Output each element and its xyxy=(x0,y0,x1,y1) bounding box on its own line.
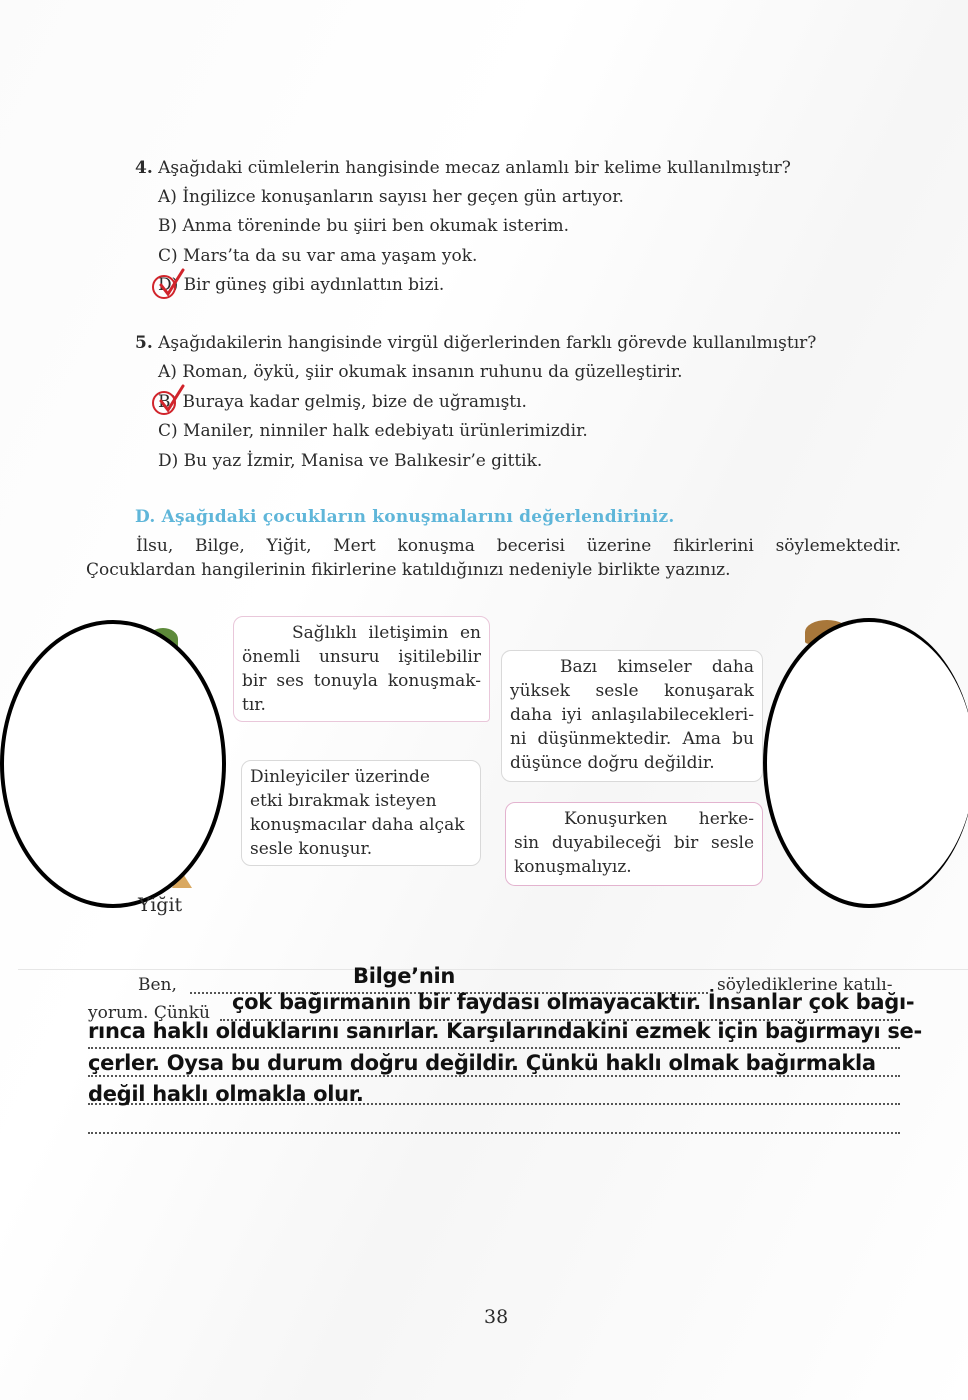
answer-suffix: söylediklerine katılı- xyxy=(717,975,893,995)
speech-bubble-1-line-2: önemli unsuru işitilebilir xyxy=(242,647,481,667)
handwritten-answer-line-1: çok bağırmanın bir faydası olmayacaktır. İnsanlar çok bağı- xyxy=(232,990,915,1014)
question-5-option-a: A) Roman, öykü, şiir okumak insanın ruhunu da güzelleştirir. xyxy=(158,362,683,382)
question-5-option-d: D) Bu yaz İzmir, Manisa ve Balıkesir’e gittik. xyxy=(158,451,543,471)
speech-bubble-4 xyxy=(505,802,763,886)
question-4 xyxy=(135,158,791,178)
dotted-line xyxy=(88,1075,900,1077)
page-number: 38 xyxy=(484,1306,509,1328)
speech-bubble-3-line-3: daha iyi anlaşılabilecekleri- xyxy=(510,705,754,725)
dotted-line xyxy=(88,1047,900,1049)
handwritten-name: Bilge’nin xyxy=(353,964,456,988)
covered-character-oval-right xyxy=(763,618,968,908)
question-4-stem: Aşağıdaki cümlelerin hangisinde mecaz anlamlı bir kelime kullanılmıştır? xyxy=(158,158,791,178)
checkmark-icon xyxy=(158,267,186,301)
section-d-title: D. Aşağıdaki çocukların konuşmalarını değerlendiriniz. xyxy=(135,507,675,527)
speech-bubble-4-line-3: konuşmalıyız. xyxy=(514,857,632,877)
question-5-stem: Aşağıdakilerin hangisinde virgül diğerlerinden farklı görevde kullanılmıştır? xyxy=(158,333,817,353)
question-5-number: 5. xyxy=(135,333,153,353)
answer-area-divider xyxy=(18,969,968,970)
speech-bubble-2-line-2: etki bırakmak isteyen xyxy=(250,791,437,811)
speech-bubble-3-line-4: ni düşünmektedir. Ama bu xyxy=(510,729,754,749)
question-4-option-b: B) Anma töreninde bu şiiri ben okumak isterim. xyxy=(158,216,570,236)
speech-bubble-2-line-3: konuşmacılar daha alçak xyxy=(250,815,465,835)
question-5-option-b xyxy=(158,392,527,412)
speech-bubble-3-line-1: Bazı kimseler daha xyxy=(560,657,754,677)
speech-bubble-2-line-1: Dinleyiciler üzerinde xyxy=(250,767,430,787)
speech-bubble-1 xyxy=(233,616,490,722)
speech-bubble-1-line-4: tır. xyxy=(242,695,266,715)
dotted-line xyxy=(88,1132,900,1134)
checkmark-icon xyxy=(158,383,186,417)
question-4-option-c: C) Mars’ta da su var ama yaşam yok. xyxy=(158,246,478,266)
speech-bubble-2-line-4: sesle konuşur. xyxy=(250,839,373,859)
speech-bubble-1-line-3: bir ses tonuyla konuşmak- xyxy=(242,671,481,691)
question-4-option-a: A) İngilizce konuşanların sayısı her geçen gün artıyor. xyxy=(158,187,624,207)
handwritten-answer-line-4: değil haklı olmakla olur. xyxy=(88,1082,364,1106)
instruction-line-1: İlsu, Bilge, Yiğit, Mert konuşma becerisi üzerine fikirlerini söylemektedir. xyxy=(136,536,901,556)
question-5-option-b-letter: B) xyxy=(158,392,178,412)
speech-bubble-4-line-1: Konuşurken herke- xyxy=(564,809,754,829)
question-4-option-d xyxy=(158,275,444,295)
covered-character-oval-left xyxy=(0,620,226,908)
speech-bubble-1-line-1: Sağlıklı iletişimin en xyxy=(292,623,481,643)
speech-bubble-3 xyxy=(501,650,763,782)
question-5-option-b-text: Buraya kadar gelmiş, bize de uğramıştı. xyxy=(177,392,527,412)
section-d-instructions xyxy=(86,534,901,582)
instruction-line-2: Çocuklardan hangilerinin fikirlerine katıldığınızı nedeniyle birlikte yazınız. xyxy=(86,560,731,580)
question-5 xyxy=(135,333,816,353)
handwritten-answer-line-2: rınca haklı olduklarını sanırlar. Karşılarındakini ezmek için bağırmayı se- xyxy=(88,1019,922,1043)
answer-prefix: Ben, xyxy=(138,975,177,995)
handwritten-answer-line-3: çerler. Oysa bu durum doğru değildir. Çünkü haklı olmak bağırmakla xyxy=(88,1051,876,1075)
character-name-yigit: Yiğit xyxy=(138,894,183,916)
speech-bubble-3-line-2: yüksek sesle konuşarak xyxy=(510,681,754,701)
question-4-option-d-text: Bir güneş gibi aydınlattın bizi. xyxy=(178,275,445,295)
question-4-option-d-letter: D) xyxy=(158,275,179,295)
speech-bubble-2 xyxy=(241,760,481,866)
speech-bubble-4-line-2: sin duyabileceği bir sesle xyxy=(514,833,754,853)
question-5-option-c: C) Maniler, ninniler halk edebiyatı ürünlerimizdir. xyxy=(158,421,588,441)
speech-bubble-3-line-5: düşünce doğru değildir. xyxy=(510,753,715,773)
answer-reason-prefix: yorum. Çünkü xyxy=(88,1003,210,1023)
question-4-number: 4. xyxy=(135,158,153,178)
